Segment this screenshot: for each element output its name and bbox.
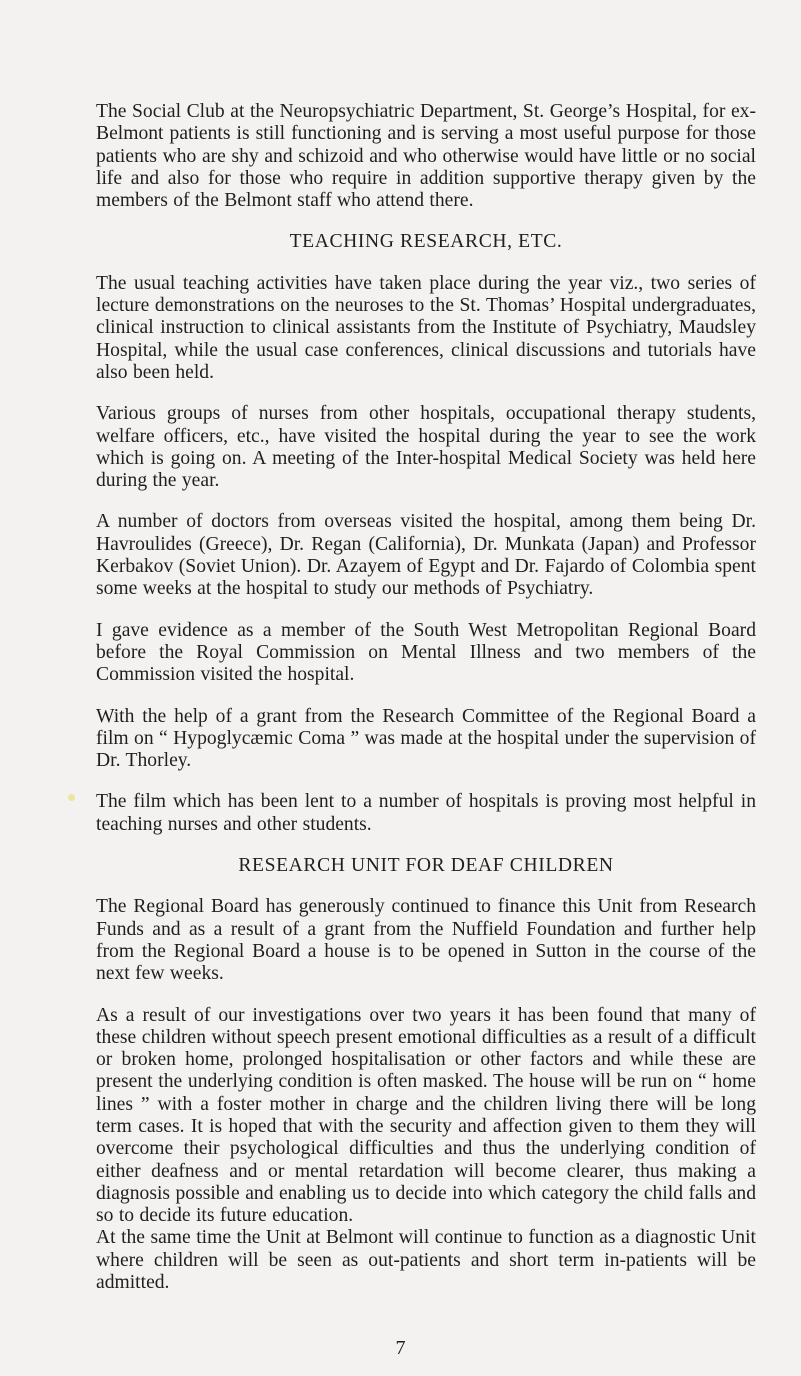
page-body [96, 101, 756, 1313]
paper-speck [68, 794, 75, 801]
heading-deaf-children-unit: RESEARCH UNIT FOR DEAF CHILDREN [238, 855, 614, 877]
paragraph-belmont-unit: At the same time the Unit at Belmont will continue to function as a diagnostic Unit where children will be seen as out-patients and short term in-patients will be admitted. [96, 1227, 756, 1294]
paragraph-visiting-groups: Various groups of nurses from other hospitals, occupational therapy students, welfare officers, etc., have visited the hospital during the year to see the work which is going on. A meeting of the Inter-hospital Medical Society was held here during the year. [96, 403, 756, 492]
paragraph-film-grant: With the help of a grant from the Research Committee of the Regional Board a film on “ Hypoglycæmic Coma ” was made at the hospital under the supervision of Dr. Thorley. [96, 705, 756, 772]
page-number: 7 [395, 1337, 406, 1359]
paragraph-overseas-doctors: A number of doctors from overseas visited the hospital, among them being Dr. Havroulides (Greece), Dr. Regan (California), Dr. Munkata (Japan) and Professor Kerbakov (Soviet Union). Dr. Azayem of Egypt and Dr. Fajardo of Colombia spent some weeks at the hospital to study our methods of Psychiatry. [96, 511, 756, 600]
paragraph-film-teaching: The film which has been lent to a number of hospitals is proving most helpful in teaching nurses and other students. [96, 791, 756, 835]
paragraph-teaching-activities: The usual teaching activities have taken place during the year viz., two series of lecture demonstrations on the neuroses to the St. Thomas’ Hospital undergraduates, clinical instruction to clinical assistants from the Institute of Psychiatry, Maudsley Hospital, while the usual case conferences, clinical discussions and tutorials have also been held. [96, 272, 756, 383]
paragraph-investigations: As a result of our investigations over two years it has been found that many of these children without speech present emotional difficulties as a result of a difficult or broken home, prolonged hospitalisation or other factors and while these are present the underlying condition is often masked. The house will be run on “ home lines ” with a foster mother in charge and the children living there will be long term cases. It is hoped that with the security and affection given to them they will overcome their psychological difficulties and thus the underlying condition of either deafness and or mental retardation will become clearer, thus making a diagnosis possible and enabling us to decide into which category the child falls and so to decide its future education. [96, 1004, 756, 1227]
paragraph-social-club: The Social Club at the Neuropsychiatric Department, St. George’s Hospital, for ex-Belmont patients is still functioning and is serving a most useful purpose for those patients who are shy and schizoid and who otherwise would have little or no social life and also for those who require in addition supportive therapy given by the members of the Belmont staff who attend there. [96, 101, 756, 212]
paragraph-royal-commission: I gave evidence as a member of the South West Metropolitan Regional Board before the Royal Commission on Mental Illness and two members of the Commission visited the hospital. [96, 619, 756, 686]
paragraph-regional-board-funding: The Regional Board has generously continued to finance this Unit from Research Funds and as a result of a grant from the Nuffield Foundation and further help from the Regional Board a house is to be opened in Sutton in the course of the next few weeks. [96, 896, 756, 985]
heading-teaching-research: TEACHING RESEARCH, ETC. [289, 231, 563, 253]
